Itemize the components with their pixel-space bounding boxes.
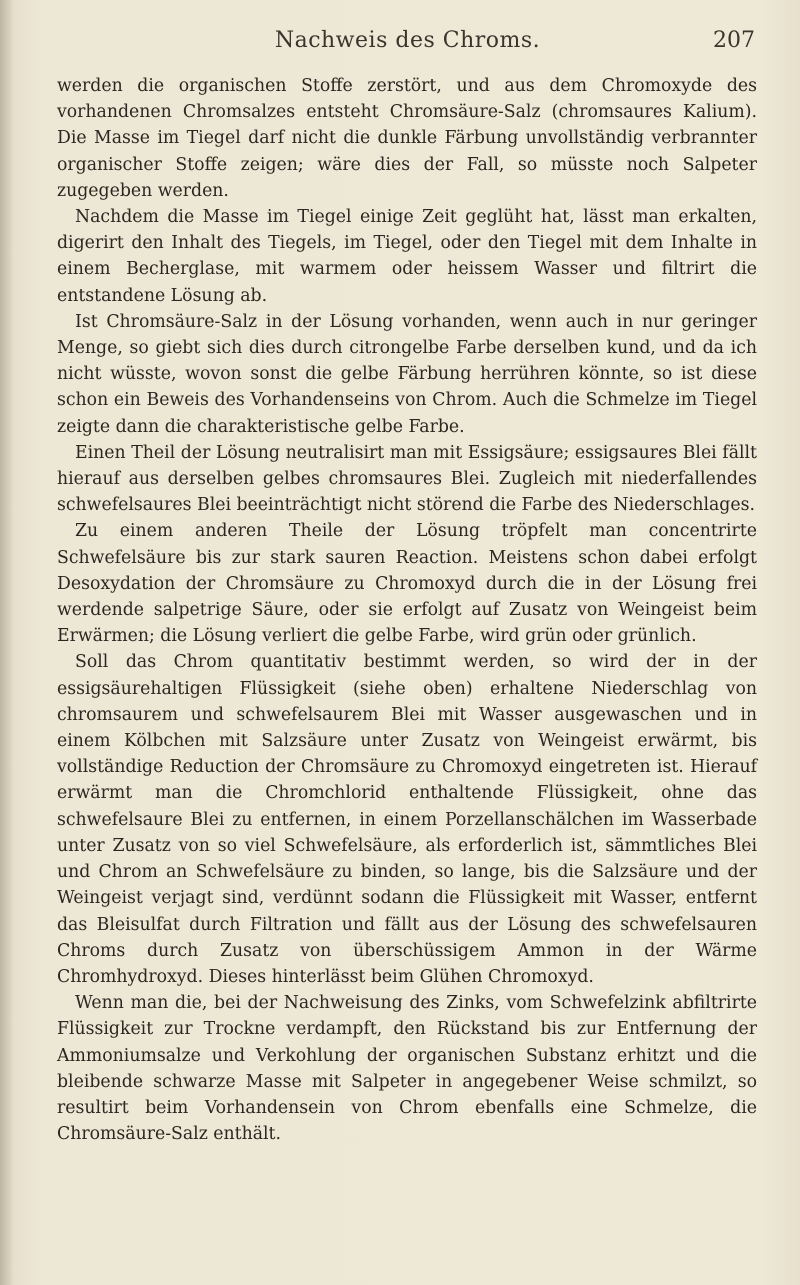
binding-shadow xyxy=(0,0,14,1285)
paragraph-1: werden die organischen Stoffe zerstört, und aus dem Chromoxyde des vorhandenen Chromsalzes entsteht Chromsäure-Salz (chromsaures Kalium). Die Masse im Tiegel darf nicht die dunkle Färbung unvollständig verbrannter organischer Stoffe zeigen; wäre dies der Fall, so müsste noch Salpeter zugegeben werden. xyxy=(57,76,757,201)
body-text xyxy=(57,73,757,1147)
paragraph-4: Einen Theil der Lösung neutralisirt man mit Essigsäure; essigsaures Blei fällt hierauf aus derselben gelbes chromsaures Blei. Zugleich mit niederfallendes schwefelsaures Blei beeinträchtigt nicht störend die Farbe des Niederschlages. xyxy=(57,442,757,516)
page-number: 207 xyxy=(713,28,755,53)
paragraph-7: Wenn man die, bei der Nachweisung des Zinks, vom Schwefelzink abfiltrirte Flüssigkeit zur Trockne verdampft, den Rückstand bis zur Entfernung der Ammoniumsalze und Verkohlung der organischen Substanz erhitzt und die bleibende schwarze Masse mit Salpeter in angegebener Weise schmilzt, so resultirt beim Vorhandensein von Chrom ebenfalls eine Schmelze, die Chromsäure-Salz enthält. xyxy=(57,993,757,1145)
paragraph-3: Ist Chromsäure-Salz in der Lösung vorhanden, wenn auch in nur geringer Menge, so giebt sich dies durch citrongelbe Farbe derselben kund, und da ich nicht wüsste, wovon sonst die gelbe Färbung herrühren könnte, so ist diese schon ein Beweis des Vorhandenseins von Chrom. Auch die Schmelze im Tiegel zeigte dann die charakteristische gelbe Farbe. xyxy=(57,311,757,437)
page-header xyxy=(60,28,755,64)
running-title: Nachweis des Chroms. xyxy=(274,28,541,53)
paragraph-5: Zu einem anderen Theile der Lösung tröpfelt man concentrirte Schwefelsäure bis zur stark sauren Reaction. Meistens schon dabei erfolgt Desoxydation der Chromsäure zu Chromoxyd durch die in der Lösung frei werdende salpetrige Säure, oder sie erfolgt auf Zusatz von Weingeist beim Erwärmen; die Lösung verliert die gelbe Farbe, wird grün oder grünlich. xyxy=(57,521,757,647)
paragraph-6: Soll das Chrom quantitativ bestimmt werden, so wird der in der essigsäurehaltigen Flüssigkeit (siehe oben) erhaltene Niederschlag von chromsaurem und schwefelsaurem Blei mit Wasser ausgewaschen und in einem Kölbchen mit Salzsäure unter Zusatz von Weingeist erwärmt, bis vollständige Reduction der Chromsäure zu Chromoxyd eingetreten ist. Hierauf erwärmt man die Chromchlorid enthaltende Flüssigkeit, ohne das schwefelsaure Blei zu entfernen, in einem Porzellanschälchen im Wasserbade unter Zusatz von so viel Schwefelsäure, als erforderlich ist, sämmtliches Blei und Chrom an Schwefelsäure zu binden, so lange, bis die Salzsäure und der Weingeist verjagt sind, verdünnt sodann die Flüssigkeit mit Wasser, entfernt das Bleisulfat durch Filtration und fällt aus der Lösung des schwefelsauren Chroms durch Zusatz von überschüssigem Ammon in der Wärme Chromhydroxyd. Dieses hinterlässt beim Glühen Chromoxyd. xyxy=(57,652,757,987)
paragraph-2: Nachdem die Masse im Tiegel einige Zeit geglüht hat, lässt man erkalten, digerirt den Inhalt des Tiegels, im Tiegel, oder den Tiegel mit dem Inhalte in einem Becherglase, mit warmem oder heissem Wasser und filtrirt die entstandene Lösung ab. xyxy=(57,207,757,306)
